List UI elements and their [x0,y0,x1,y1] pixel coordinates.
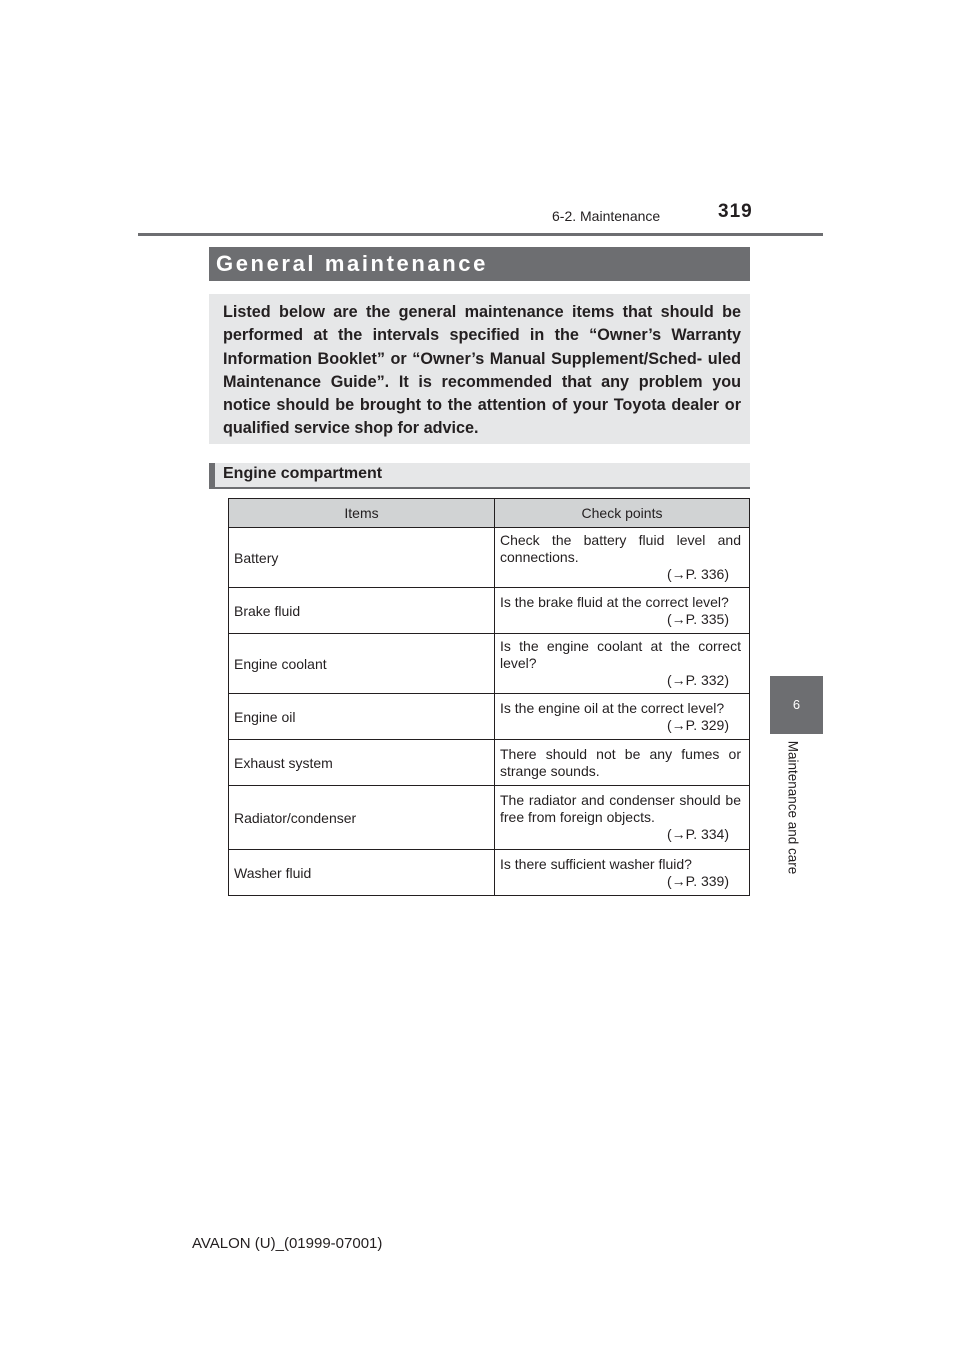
chapter-tab: 6 [770,676,823,734]
table-row [229,634,750,694]
table-row [229,694,750,740]
item-cell: Engine oil [229,694,495,740]
check-text: Is the brake fluid at the correct level? [500,593,729,610]
page-number: 319 [718,201,753,222]
footer-document-code: AVALON (U)_(01999-07001) [192,1235,383,1252]
item-cell: Radiator/condenser [229,786,495,850]
running-header-section: 6-2. Maintenance [552,208,661,224]
item-cell: Washer fluid [229,850,495,896]
check-cell [495,634,750,694]
table-row [229,850,750,896]
maintenance-table [228,498,750,896]
page-reference: (→P. 334) [667,826,729,842]
page-reference: (→P. 339) [667,872,729,889]
check-cell [495,528,750,588]
check-cell [495,740,750,786]
check-cell [495,694,750,740]
column-header-items: Items [229,499,495,528]
chapter-side-label: Maintenance and care [785,740,801,875]
table-header-row [229,499,750,528]
check-cell [495,588,750,634]
page-reference: (→P. 335) [667,610,729,627]
check-text: Is the engine oil at the correct level? [500,699,725,716]
page-reference: (→P. 329) [667,716,729,733]
item-cell: Exhaust system [229,740,495,786]
check-text: Is the engine coolant at the correct level? [500,638,741,671]
check-text: The radiator and condenser should be free from foreign objects. [500,792,741,825]
table-row [229,786,750,850]
section-heading-accent [209,463,215,487]
item-cell: Engine coolant [229,634,495,694]
check-cell [495,786,750,850]
table-row [229,740,750,786]
section-heading-label: Engine compartment [223,465,383,482]
header-divider [138,233,823,236]
table-row [229,528,750,588]
check-text: There should not be any fumes or strange sounds. [500,745,741,779]
check-cell [495,850,750,896]
page-title: General maintenance [209,247,750,281]
item-cell: Battery [229,528,495,588]
page-reference: (→P. 336) [667,566,729,582]
check-text: Check the battery fluid level and connections. [500,532,741,565]
intro-paragraph: Listed below are the general maintenance items that should be performed at the intervals specified in the “Owner’s Warranty Information Booklet” or “Owner’s Manual Supplement/Sched- uled Maintenance Guide”. It is recommended that any problem you notice should be brought to the attention of your Toyota dealer or qualified service shop for advice. [209,294,750,444]
item-cell: Brake fluid [229,588,495,634]
page-reference: (→P. 332) [667,672,729,688]
column-header-check-points: Check points [495,499,750,528]
check-text: Is there sufficient washer fluid? [500,855,692,872]
section-heading [209,463,750,489]
table-row [229,588,750,634]
